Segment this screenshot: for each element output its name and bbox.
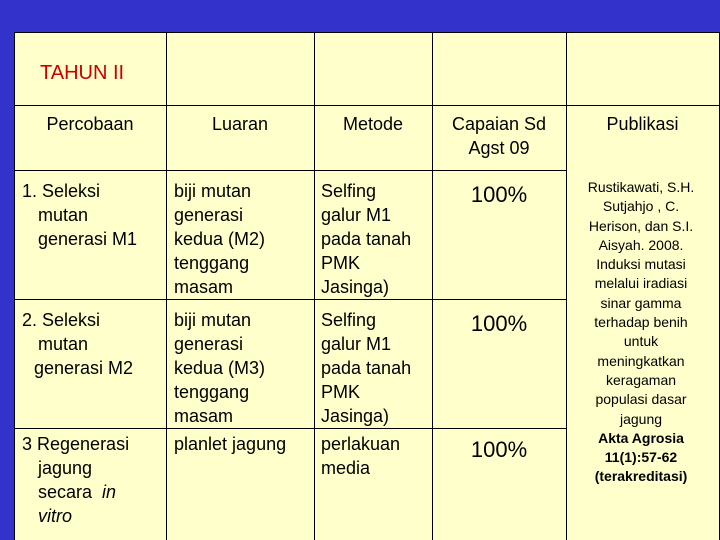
- text-line: [22, 504, 129, 528]
- row1-luaran: [174, 179, 265, 299]
- citation-line: melalui iradiasi: [594, 275, 688, 292]
- text-line: biji mutan: [174, 181, 252, 201]
- text-line: tenggang: [174, 382, 250, 402]
- header-capaian-line: Capaian Sd: [451, 114, 547, 134]
- citation-journal-line: (terakreditasi): [594, 468, 688, 485]
- text-line: Selfing: [321, 181, 377, 201]
- citation-line: jagung: [619, 410, 663, 427]
- citation-line: untuk: [623, 333, 659, 350]
- row1-percobaan: [22, 179, 137, 251]
- citation-line: sinar gamma: [600, 294, 682, 311]
- citation-line: terhadap benih: [594, 314, 688, 331]
- text-line: kedua (M3): [174, 358, 266, 378]
- citation-line: Induksi mutasi: [596, 256, 686, 273]
- citation-line: Herison, dan S.I.: [588, 217, 694, 234]
- row2-percobaan: [22, 308, 133, 380]
- text-line: galur M1: [321, 205, 392, 225]
- table-border-left: [14, 32, 15, 540]
- text-line: generasi: [174, 334, 244, 354]
- column-divider: [166, 32, 167, 540]
- citation-journal-line: 11(1):57-62: [604, 449, 678, 466]
- row2-luaran: [174, 308, 265, 428]
- text-line: [22, 480, 129, 504]
- text-line: generasi: [174, 205, 244, 225]
- table-border-top: [14, 32, 720, 33]
- text-line: perlakuan: [321, 434, 401, 454]
- text-fragment: secara: [38, 482, 98, 502]
- text-line: PMK: [321, 253, 361, 273]
- italic-fragment: in: [102, 482, 117, 502]
- text-line: pada tanah: [321, 229, 412, 249]
- row3-metode: [321, 432, 400, 480]
- row-divider: [14, 170, 567, 171]
- row-divider: [14, 105, 720, 106]
- citation-line: keragaman: [605, 371, 677, 388]
- row3-capaian: 100%: [470, 437, 528, 462]
- header-capaian: [432, 112, 566, 160]
- citation-line: Rustikawati, S.H.: [587, 179, 695, 195]
- column-divider: [314, 32, 315, 540]
- text-line: PMK: [321, 382, 361, 402]
- text-line: kedua (M2): [174, 229, 266, 249]
- text-line: mutan: [38, 334, 89, 354]
- text-line: generasi M1: [38, 229, 138, 249]
- text-line: planlet jagung: [174, 434, 287, 454]
- row3-luaran: [174, 432, 286, 456]
- header-luaran: Luaran: [211, 114, 269, 134]
- text-line: Jasinga): [321, 406, 390, 426]
- text-line: tenggang: [174, 253, 250, 273]
- text-line: jagung: [38, 458, 93, 478]
- text-line: 2. Seleksi: [22, 310, 101, 330]
- text-line: masam: [174, 406, 234, 426]
- header-publikasi: Publikasi: [606, 114, 679, 134]
- citation-line: Sutjahjo , C.: [602, 198, 680, 215]
- text-line: galur M1: [321, 334, 392, 354]
- citation-line: Aisyah. 2008.: [598, 236, 684, 253]
- text-line: biji mutan: [174, 310, 252, 330]
- text-line: masam: [174, 277, 234, 297]
- text-line: pada tanah: [321, 358, 412, 378]
- page-title: TAHUN II: [40, 62, 125, 84]
- row1-metode: [321, 179, 411, 299]
- italic-fragment: vitro: [38, 506, 73, 526]
- row-divider: [14, 299, 567, 300]
- header-percobaan: Percobaan: [46, 114, 134, 134]
- row3-percobaan: [22, 432, 129, 528]
- citation-journal-line: Akta Agrosia: [598, 429, 684, 446]
- citation-line: populasi dasar: [595, 391, 687, 408]
- text-line: 1. Seleksi: [22, 181, 101, 201]
- header-metode: Metode: [342, 114, 404, 134]
- row2-capaian: 100%: [470, 311, 528, 336]
- text-line: mutan: [38, 205, 89, 225]
- row-divider: [14, 428, 567, 429]
- text-line: generasi M2: [34, 358, 134, 378]
- text-line: Jasinga): [321, 277, 390, 297]
- citation-line: meningkatkan: [597, 352, 685, 369]
- text-line: media: [321, 458, 371, 478]
- publikasi-citation: [566, 178, 716, 487]
- slide-panel: [14, 32, 720, 540]
- row1-capaian: 100%: [470, 182, 528, 207]
- column-divider: [432, 32, 433, 540]
- text-line: 3 Regenerasi: [22, 434, 130, 454]
- header-capaian-line: Agst 09: [468, 138, 530, 158]
- text-line: Selfing: [321, 310, 377, 330]
- row2-metode: [321, 308, 411, 428]
